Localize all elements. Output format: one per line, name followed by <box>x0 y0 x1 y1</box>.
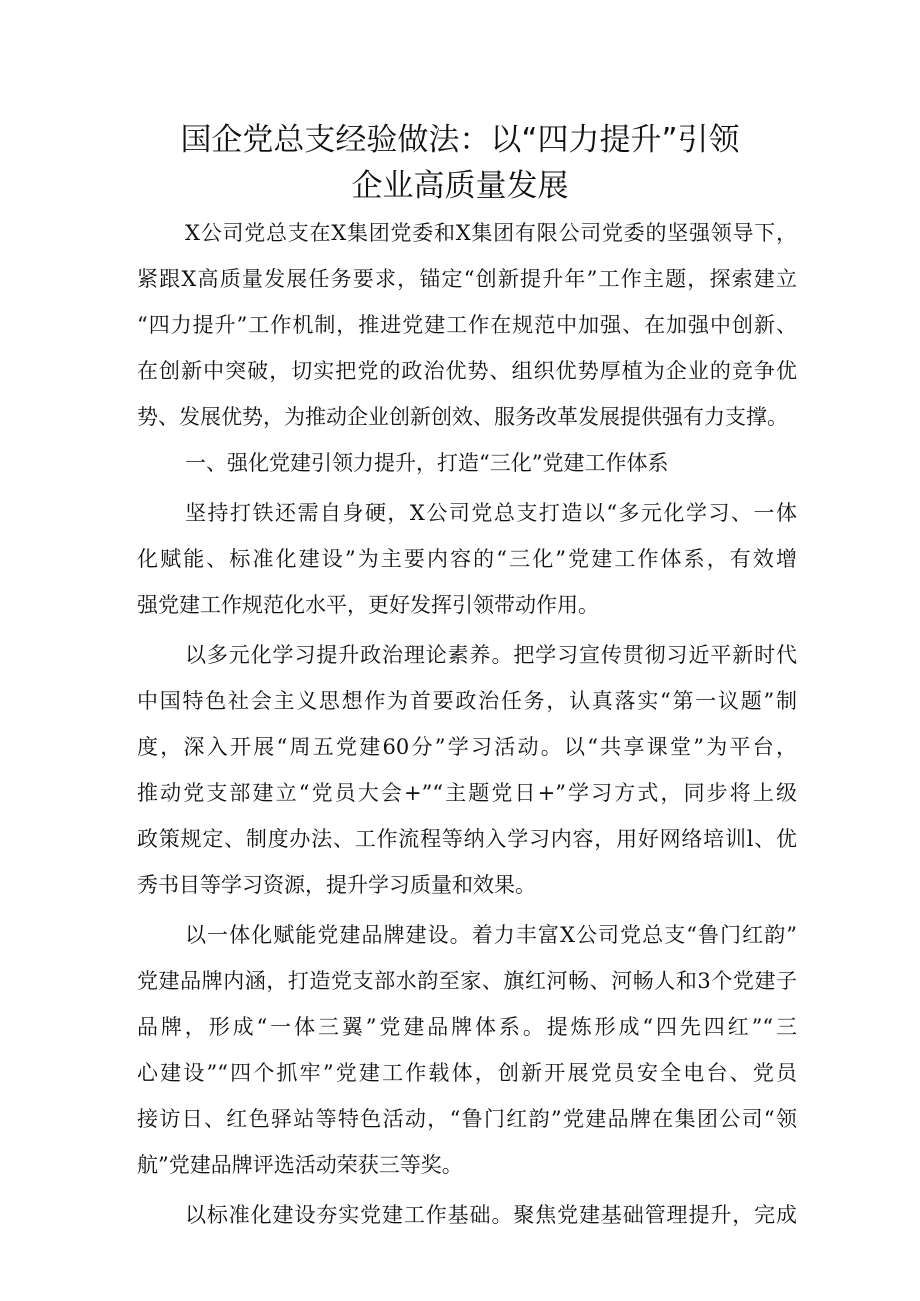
section-heading: 一、强化党建引领力提升，打造“三化”党建工作体系 <box>185 451 669 475</box>
paragraph-line: 推动党支部建立“党员大会+”“主题党日+”学习方式，同步将上级 <box>137 781 797 805</box>
paragraph-line: 强党建工作规范化水平，更好发挥引领带动作用。 <box>137 593 599 617</box>
paragraph-line: 心建设”“四个抓牢”党建工作载体，创新开展党员安全电台、党员 <box>137 1061 797 1085</box>
document-title-line-1: 国企党总支经验做法：以“四力提升”引领 <box>180 122 740 158</box>
paragraph-line: 品牌，形成“一体三翼”党建品牌体系。提炼形成“四先四红”“三 <box>137 1015 797 1039</box>
paragraph-line: “四力提升”工作机制，推进党建工作在规范中加强、在加强中创新、 <box>137 313 797 337</box>
paragraph-line: 在创新中突破，切实把党的政治优势、组织优势厚植为企业的竞争优 <box>137 359 797 383</box>
paragraph-line: 接访日、红色驿站等特色活动，“鲁门红韵”党建品牌在集团公司“领 <box>137 1107 797 1131</box>
paragraph-line: 中国特色社会主义思想作为首要政治任务，认真落实“第一议题”制 <box>137 689 797 713</box>
paragraph-line: 化赋能、标准化建设”为主要内容的“三化”党建工作体系，有效增 <box>137 547 797 571</box>
paragraph-line: 以一体化赋能党建品牌建设。着力丰富X公司党总支“鲁门红韵” <box>185 923 797 947</box>
document-title-line-2: 企业高质量发展 <box>351 168 569 204</box>
paragraph-line: 秀书目等学习资源，提升学习质量和效果。 <box>137 873 536 897</box>
paragraph-line: 以标准化建设夯实党建工作基础。聚焦党建基础管理提升，完成 <box>185 1203 797 1227</box>
paragraph-line: 航”党建品牌评选活动荣获三等奖。 <box>137 1153 463 1177</box>
paragraph-line: 政策规定、制度办法、工作流程等纳入学习内容，用好网络培训l、优 <box>137 827 797 851</box>
paragraph-line: 度，深入开展“周五党建60分”学习活动。以“共享课堂”为平台， <box>137 735 797 759</box>
paragraph-line: 势、发展优势，为推动企业创新创效、服务改革发展提供强有力支撑。 <box>137 405 788 429</box>
paragraph-line: 坚持打铁还需自身硬，X公司党总支打造以“多元化学习、一体 <box>185 501 797 525</box>
paragraph-line: X公司党总支在X集团党委和X集团有限公司党委的坚强领导下， <box>185 221 797 245</box>
paragraph-line: 紧跟X高质量发展任务要求，锚定“创新提升年”工作主题，探索建立 <box>137 267 797 291</box>
paragraph-line: 党建品牌内涵，打造党支部水韵至家、旗红河畅、河畅人和3个党建子 <box>137 969 797 993</box>
paragraph-line: 以多元化学习提升政治理论素养。把学习宣传贯彻习近平新时代 <box>185 643 797 667</box>
